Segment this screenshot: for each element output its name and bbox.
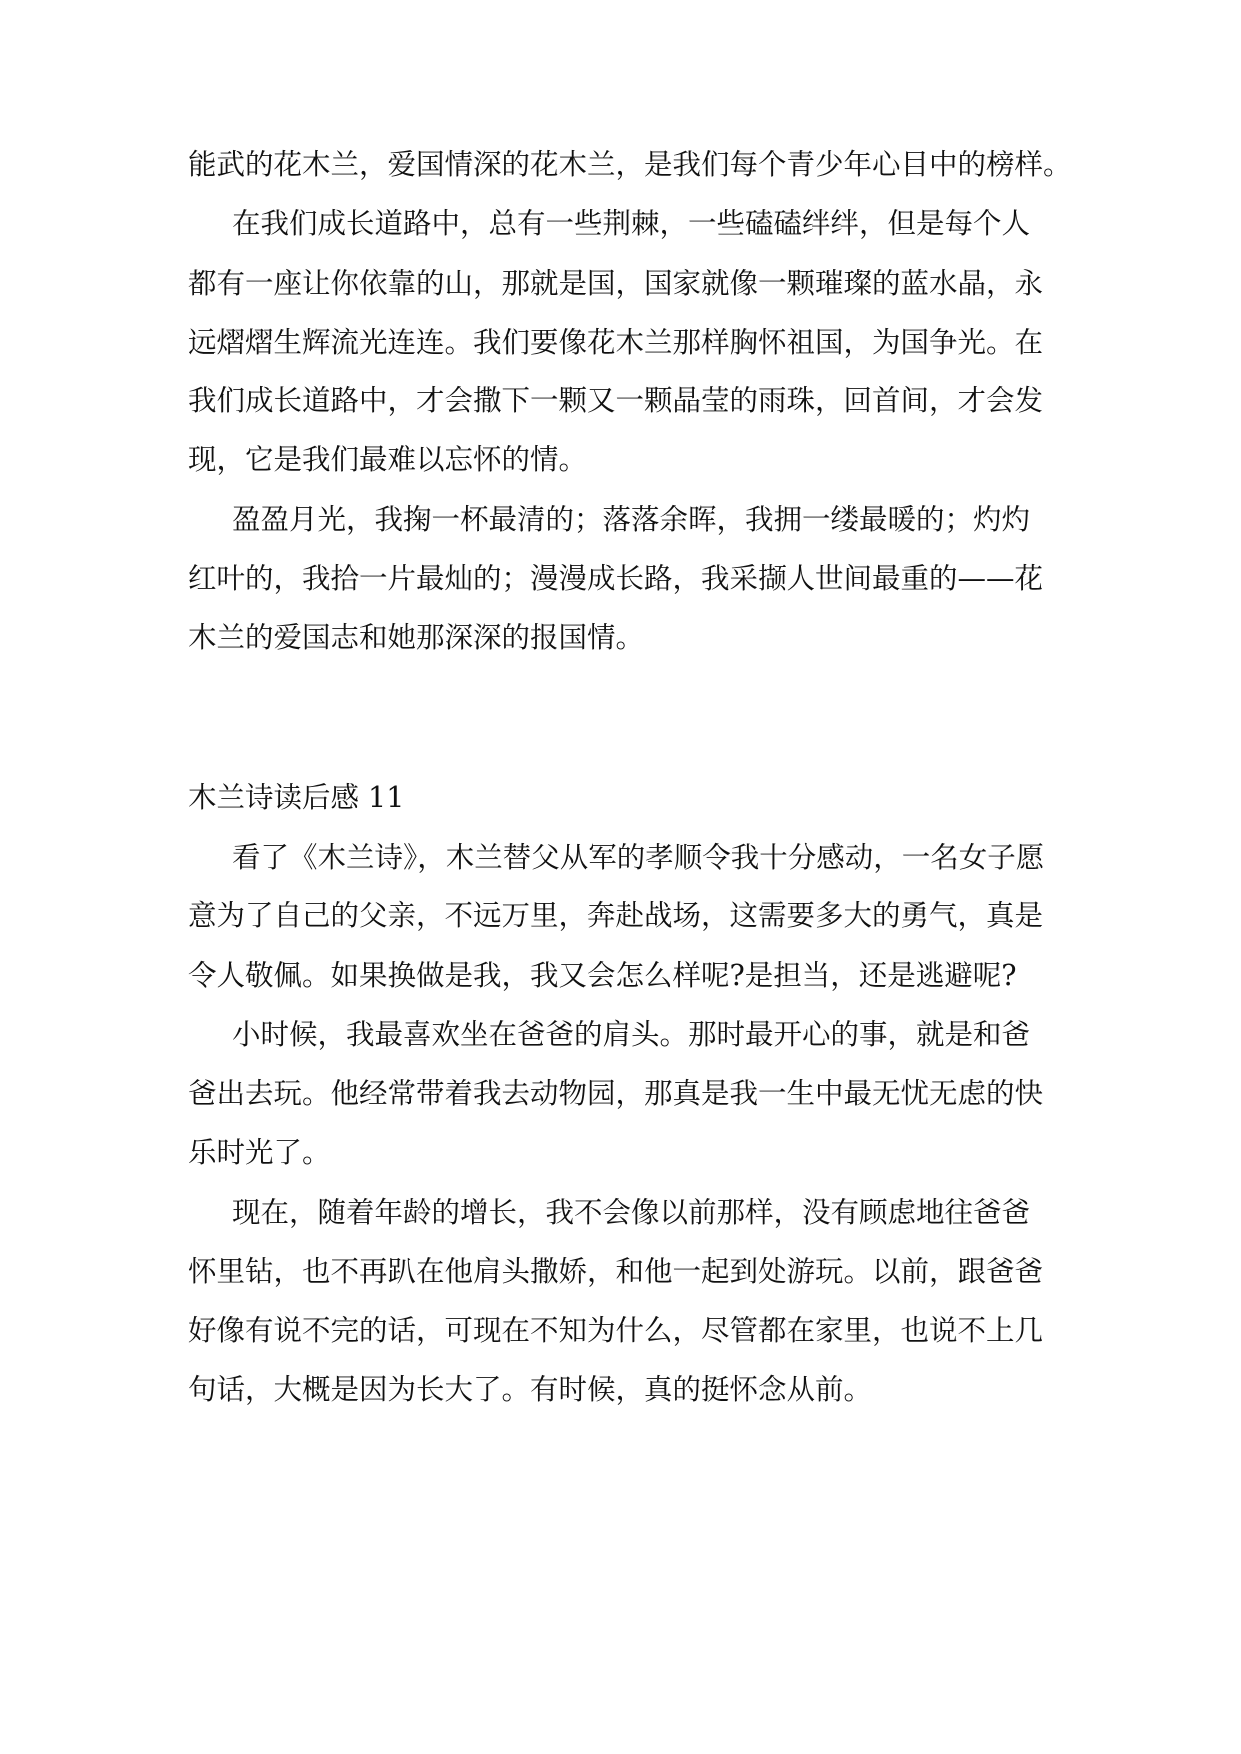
text-line: 我们成长道路中，才会撒下一颗又一颗晶莹的雨珠，回首间，才会发 <box>188 384 1044 417</box>
text-line: 远熠熠生辉流光连连。我们要像花木兰那样胸怀祖国，为国争光。在 <box>188 326 1044 359</box>
text-line: 木兰的爱国志和她那深深的报国情。 <box>188 621 645 654</box>
text-line: 现在，随着年龄的增长，我不会像以前那样，没有顾虑地往爸爸 <box>232 1196 1031 1229</box>
text-line: 盈盈月光，我掬一杯最清的；落落余晖，我拥一缕最暖的；灼灼 <box>232 503 1031 536</box>
text-line: 乐时光了。 <box>188 1136 331 1169</box>
text-line: 在我们成长道路中，总有一些荆棘，一些磕磕绊绊，但是每个人 <box>232 207 1031 240</box>
text-line: 句话，大概是因为长大了。有时候，真的挺怀念从前。 <box>188 1373 873 1406</box>
text-line: 令人敬佩。如果换做是我，我又会怎么样呢?是担当，还是逃避呢? <box>188 959 1017 992</box>
text-line: 现，它是我们最难以忘怀的情。 <box>188 443 588 476</box>
text-line: 能武的花木兰，爱国情深的花木兰，是我们每个青少年心目中的榜样。 <box>188 148 1072 181</box>
text-line: 红叶的，我拾一片最灿的；漫漫成长路，我采撷人世间最重的——花 <box>188 562 1044 595</box>
text-line: 小时候，我最喜欢坐在爸爸的肩头。那时最开心的事，就是和爸 <box>232 1018 1031 1051</box>
section-title: 木兰诗读后感 11 <box>188 781 405 814</box>
text-line: 看了《木兰诗》，木兰替父从军的孝顺令我十分感动，一名女子愿 <box>232 841 1045 874</box>
text-line: 意为了自己的父亲，不远万里，奔赴战场，这需要多大的勇气，真是 <box>188 899 1044 932</box>
text-line: 都有一座让你依靠的山，那就是国，国家就像一颗璀璨的蓝水晶，永 <box>188 267 1044 300</box>
text-line: 爸出去玩。他经常带着我去动物园，那真是我一生中最无忧无虑的快 <box>188 1077 1044 1110</box>
text-line: 怀里钻，也不再趴在他肩头撒娇，和他一起到处游玩。以前，跟爸爸 <box>188 1255 1044 1288</box>
text-line: 好像有说不完的话，可现在不知为什么，尽管都在家里，也说不上几 <box>188 1314 1044 1347</box>
